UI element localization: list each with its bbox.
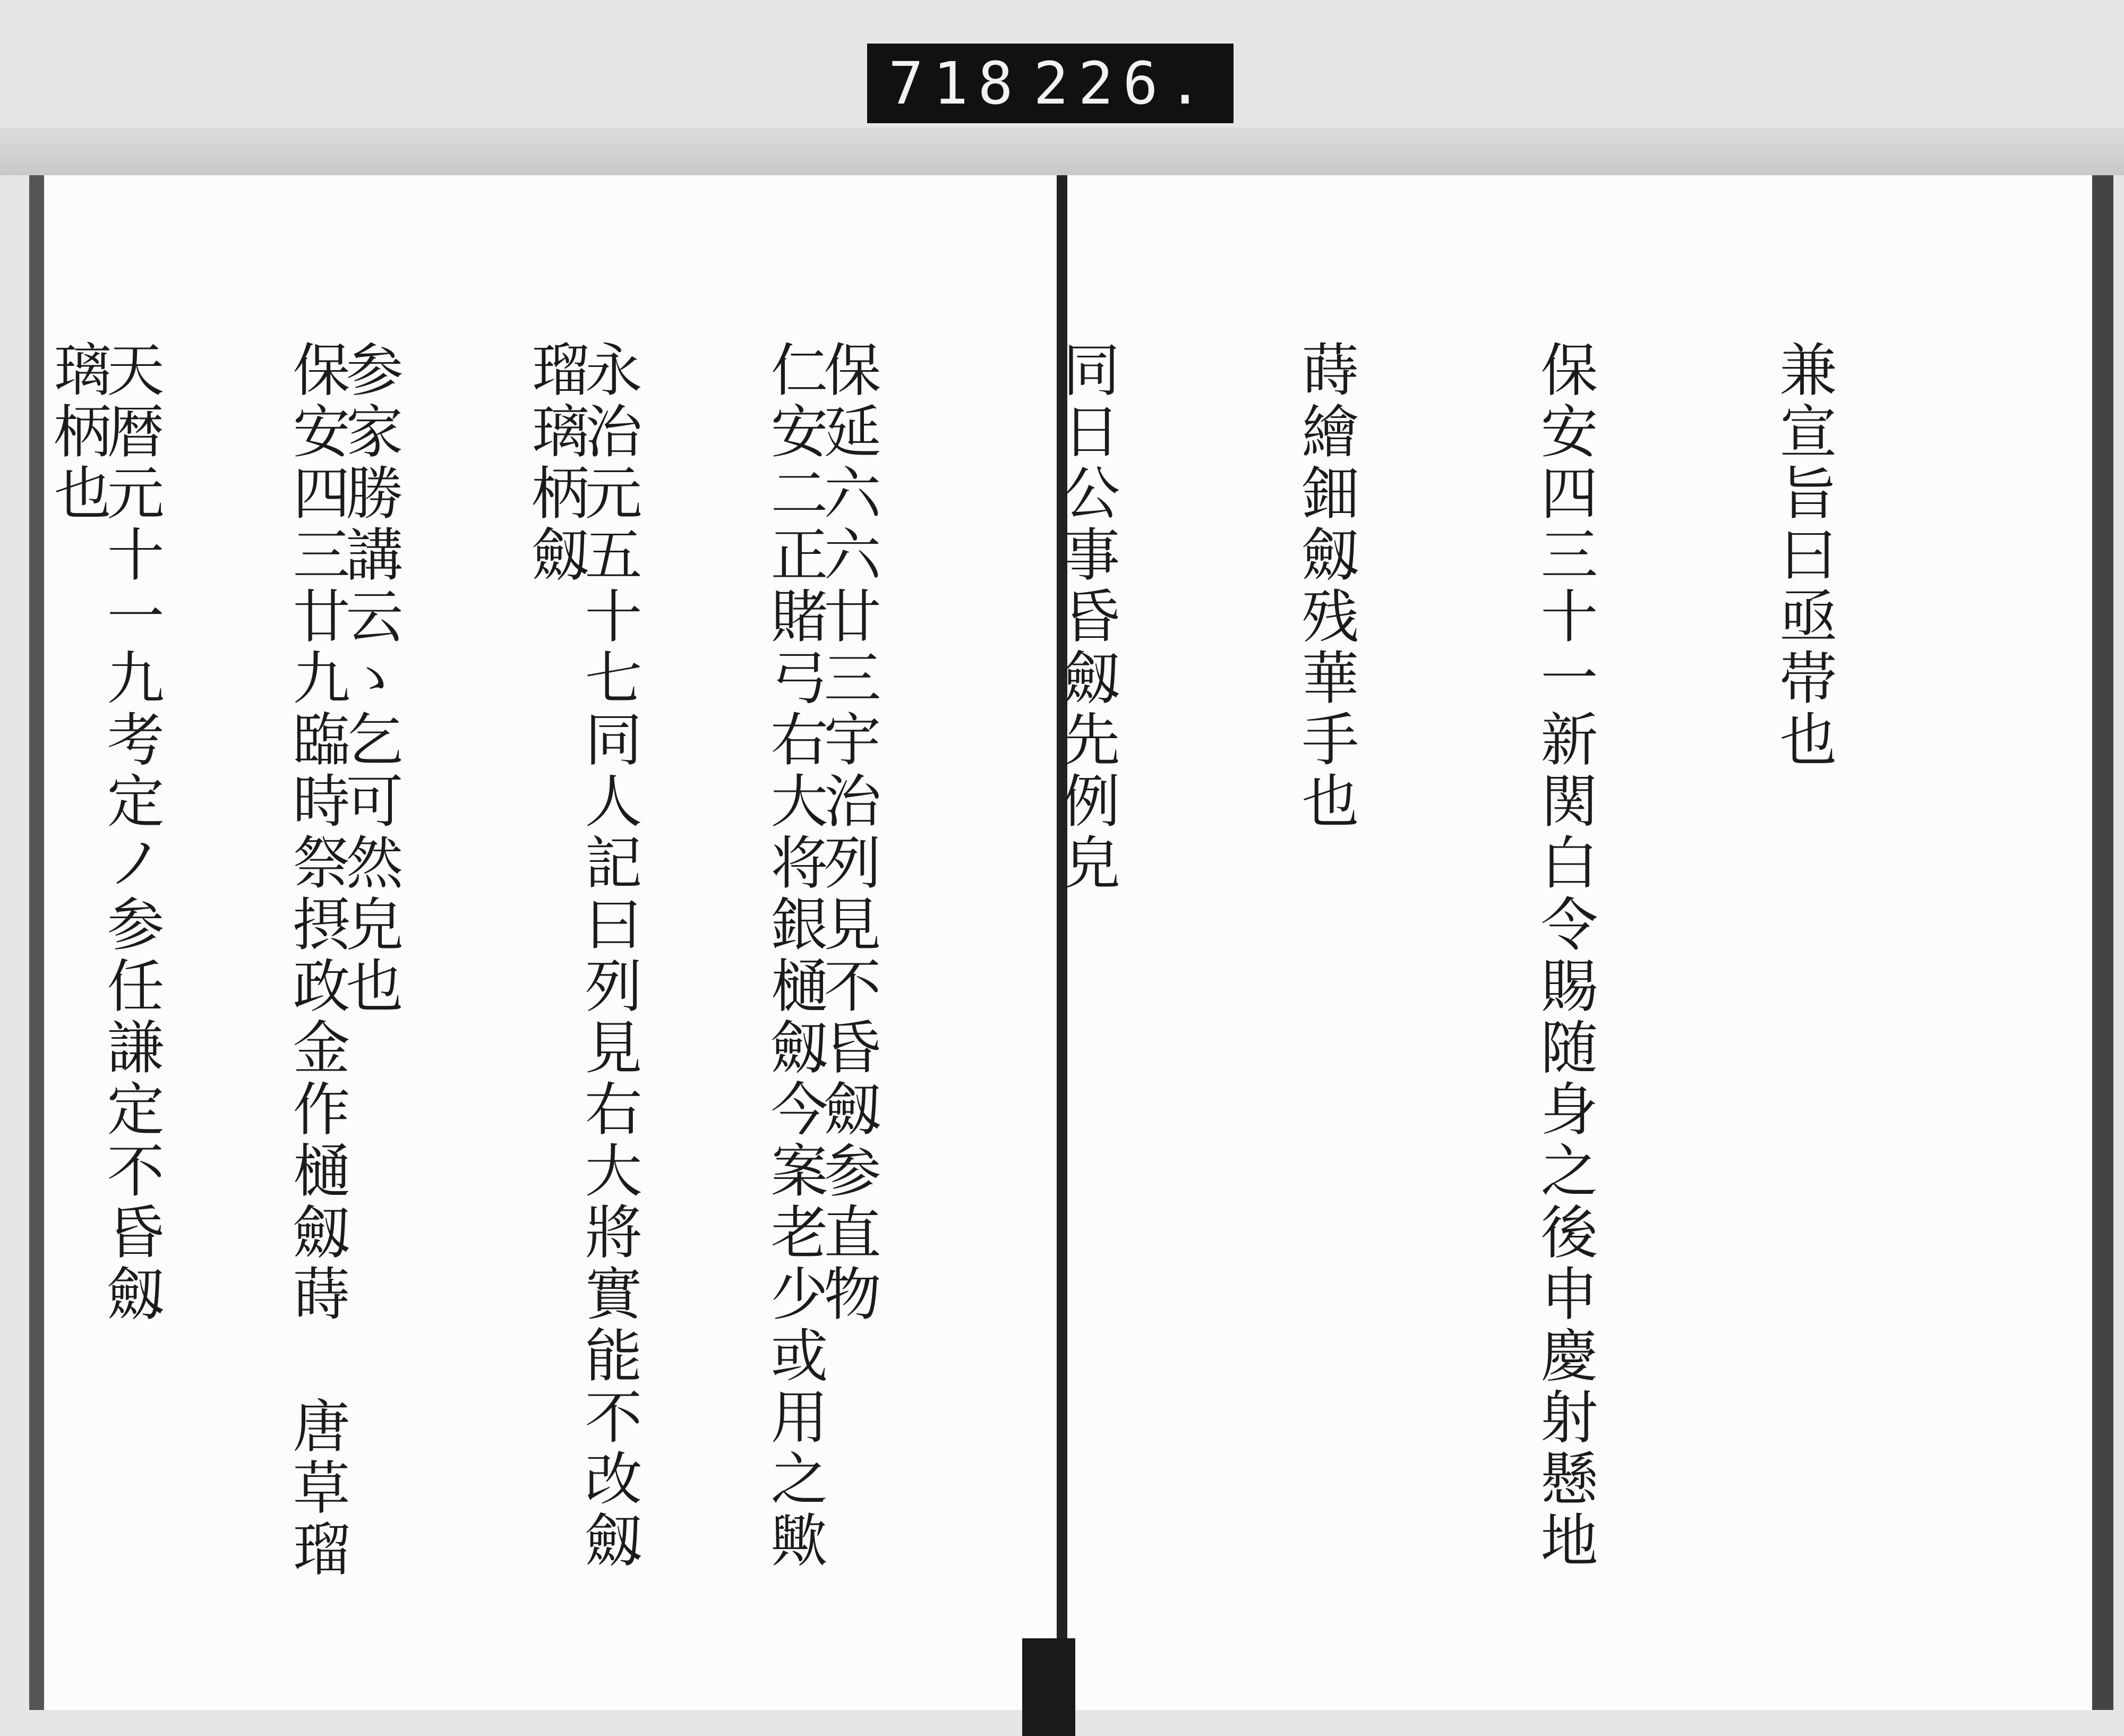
text-line: 天暦元十一九考定ノ参任謙定不昏劔	[97, 340, 164, 1325]
text-line: 蒔繪鈿劔残華手也	[1292, 340, 1358, 833]
text-line: 参家勝講云ゝ乞可然皃也	[336, 340, 402, 1017]
left-page-text	[44, 340, 993, 1614]
text-line: 璃柄也	[44, 340, 110, 525]
microfilm-frame-label	[867, 44, 1234, 123]
text-line: 保安四三十一新関白令賜随身之後申慶射懸地	[1531, 340, 1597, 1572]
text-line: 兼宣旨曰亟帯也	[1770, 340, 1836, 771]
text-line: 仁安二正賭弓右大将銀樋劔今案老少或用之歟	[761, 340, 827, 1572]
text-line: 同日公事昏劔先例皃	[1053, 340, 1119, 894]
text-line: 保安四三廿九臨時祭摂政金作樋劔蒔 唐草瑠	[283, 340, 349, 1581]
text-line: 保延六六廿三宇治列見不昏劔参直物	[814, 340, 880, 1325]
page-number: 226.	[1033, 49, 1212, 117]
gutter-shadow	[1022, 1638, 1075, 1736]
section-heading: 瑠璃柄劔	[522, 340, 588, 586]
text-line: 永治元五十七同人記曰列見右大將實能不改劔	[575, 340, 641, 1572]
frame-number: 718	[888, 49, 1023, 117]
scan-top-strip	[0, 127, 2124, 175]
